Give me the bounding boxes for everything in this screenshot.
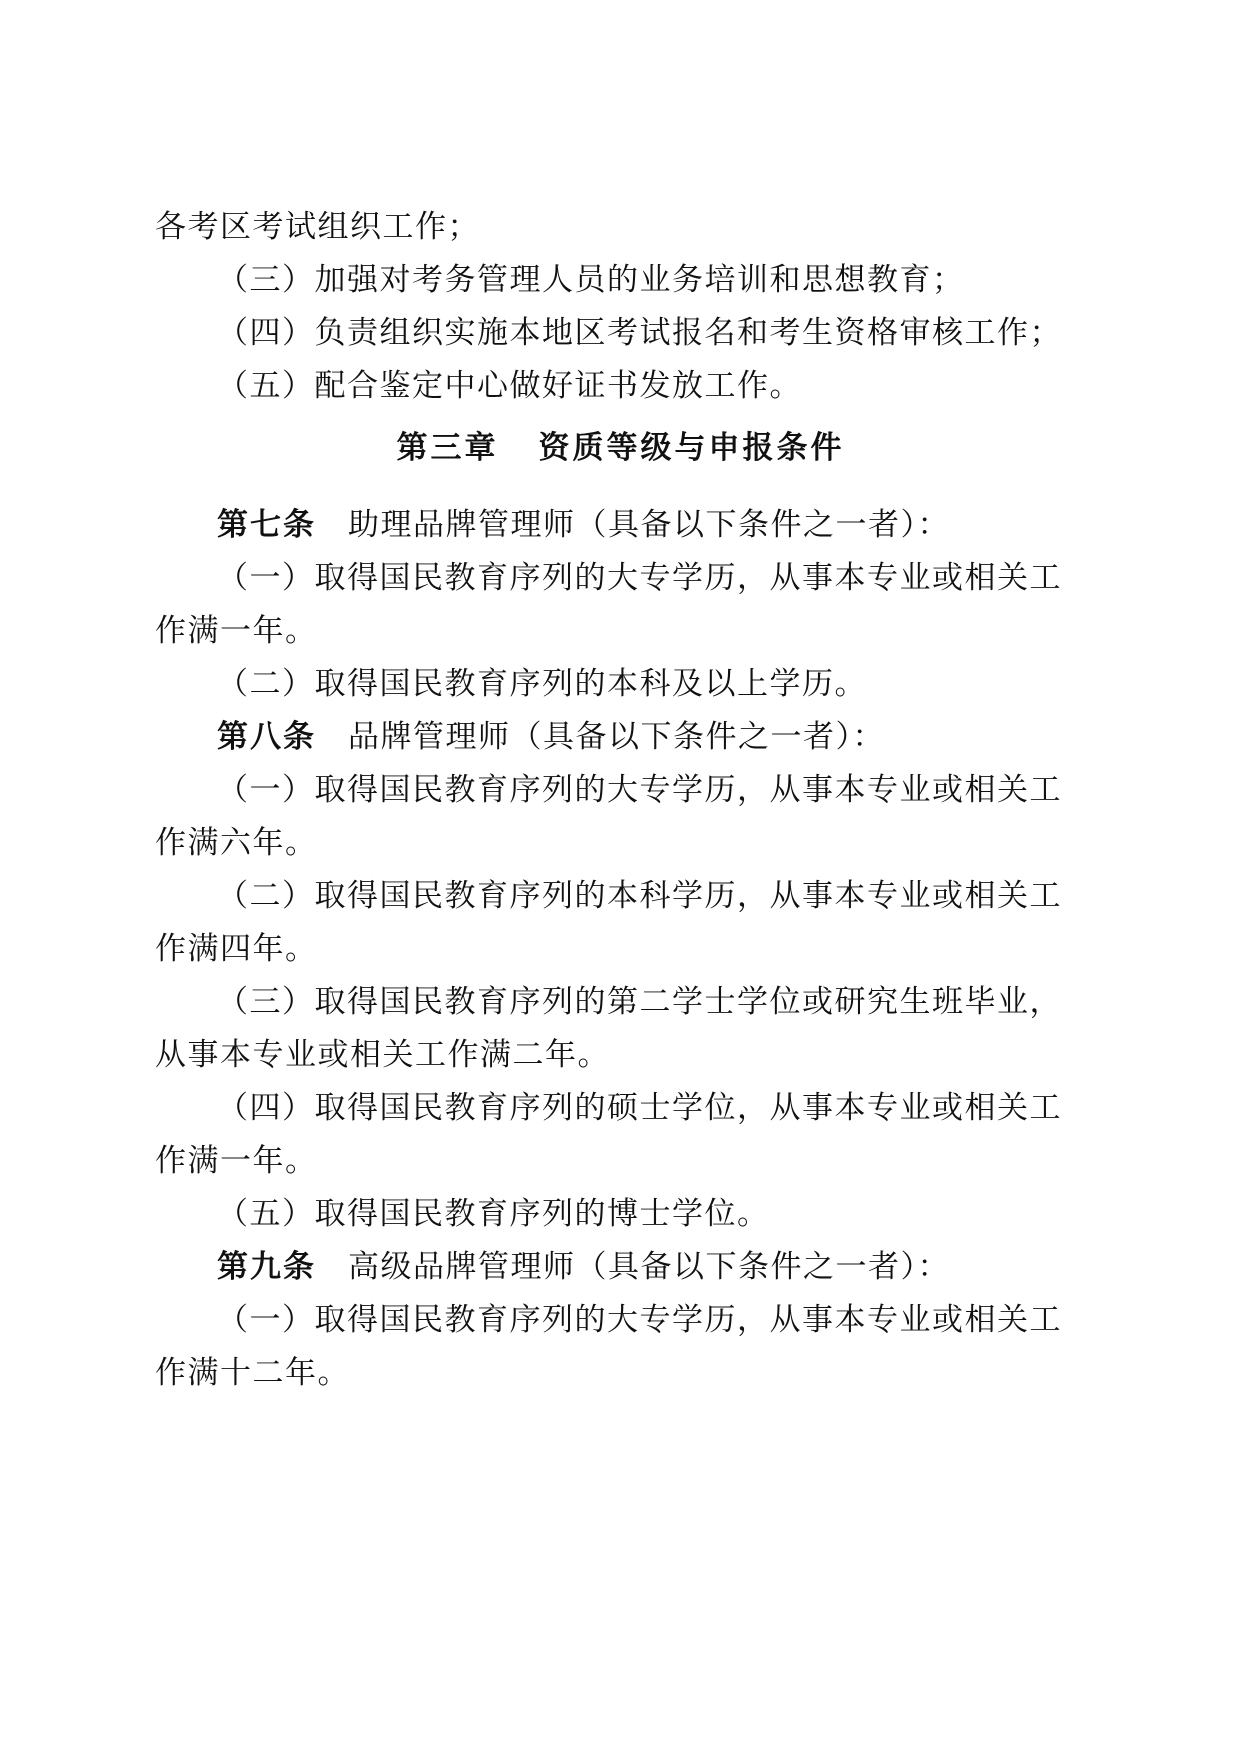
paragraph-line: 作满十二年。 (155, 1355, 350, 1391)
article-9-text: 高级品牌管理师（具备以下条件之一者）： (348, 1249, 950, 1285)
article-9-heading: 第九条 (217, 1249, 316, 1285)
chapter-number: 第三章 (396, 430, 499, 466)
paragraph-line: 各考区考试组织工作； (155, 209, 480, 245)
paragraph-line: 从事本专业或相关工作满二年。 (155, 1037, 610, 1073)
chapter-heading (0, 428, 1241, 468)
article-7-line (217, 505, 1157, 545)
list-item-4: （四）取得国民教育序列的硕士学位，从事本专业或相关工 (217, 1090, 1062, 1126)
list-item-2: （二）取得国民教育序列的本科学历，从事本专业或相关工 (217, 878, 1062, 914)
paragraph-line: 作满一年。 (155, 1143, 318, 1179)
paragraph-line: 作满六年。 (155, 825, 318, 861)
list-item-1: （一）取得国民教育序列的大专学历，从事本专业或相关工 (217, 772, 1062, 808)
list-item-5: （五）配合鉴定中心做好证书发放工作。 (217, 368, 802, 404)
paragraph-line: 作满一年。 (155, 613, 318, 649)
article-7-heading: 第七条 (217, 507, 316, 543)
article-8-heading: 第八条 (217, 719, 316, 755)
article-8-text: 品牌管理师（具备以下条件之一者）： (348, 719, 885, 755)
list-item-2: （二）取得国民教育序列的本科及以上学历。 (217, 666, 867, 702)
list-item-5: （五）取得国民教育序列的博士学位。 (217, 1196, 770, 1232)
list-item-4: （四）负责组织实施本地区考试报名和考生资格审核工作； (217, 315, 1062, 351)
list-item-1: （一）取得国民教育序列的大专学历，从事本专业或相关工 (217, 560, 1062, 596)
paragraph-line: 作满四年。 (155, 931, 318, 967)
list-item-3: （三）加强对考务管理人员的业务培训和思想教育； (217, 262, 965, 298)
chapter-title: 资质等级与申报条件 (538, 430, 845, 466)
article-9-line (217, 1247, 1157, 1287)
article-8-line (217, 717, 1157, 757)
list-item-3: （三）取得国民教育序列的第二学士学位或研究生班毕业， (217, 984, 1062, 1020)
article-7-text: 助理品牌管理师（具备以下条件之一者）： (348, 507, 950, 543)
list-item-1: （一）取得国民教育序列的大专学历，从事本专业或相关工 (217, 1302, 1062, 1338)
